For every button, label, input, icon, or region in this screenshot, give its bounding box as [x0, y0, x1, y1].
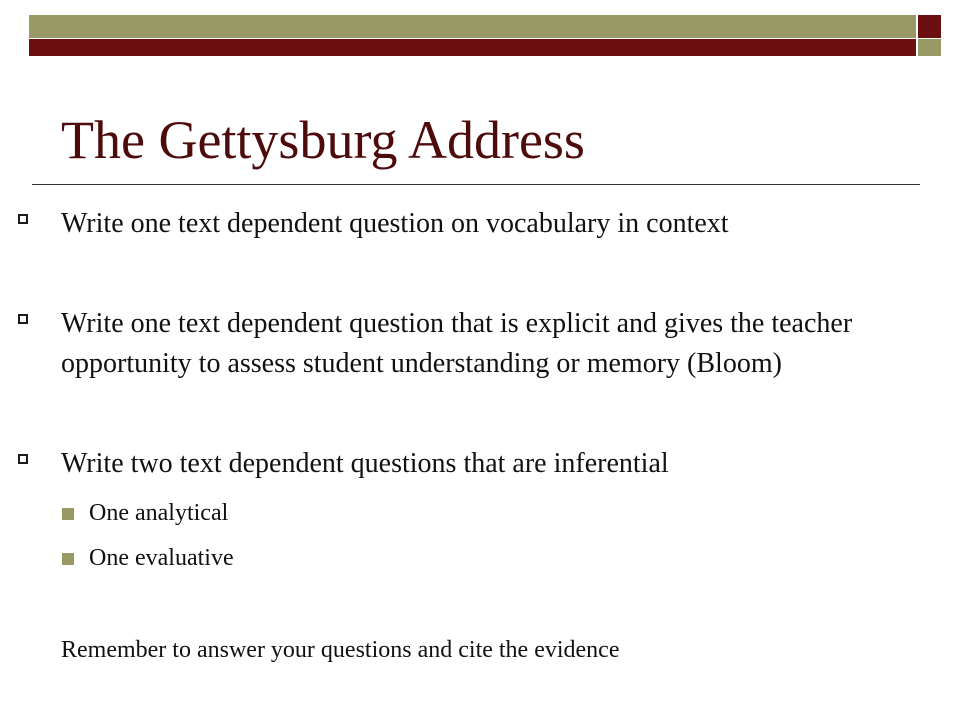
closing-note: Remember to answer your questions and cite the evidence	[61, 637, 620, 663]
filled-square-bullet-icon	[62, 508, 74, 520]
slide-title: The Gettysburg Address	[61, 110, 585, 170]
bullet-text: Write two text dependent questions that are inferential	[61, 448, 669, 479]
bullet-item-inferential	[61, 444, 871, 484]
bullet-item-vocabulary	[61, 204, 871, 244]
hollow-square-bullet-icon	[18, 454, 28, 464]
sub-bullet-evaluative	[89, 543, 234, 573]
hollow-square-bullet-icon	[18, 314, 28, 324]
sub-bullet-text: One analytical	[89, 500, 229, 526]
hollow-square-bullet-icon	[18, 214, 28, 224]
sub-bullet-analytical	[89, 498, 228, 528]
bullet-text: Write one text dependent question that is explicit and gives the teacher opportunity to assess student understanding or memory (Bloom)	[61, 308, 853, 379]
bullet-item-explicit	[61, 304, 871, 384]
sub-bullet-text: One evaluative	[89, 545, 234, 571]
bullet-text: Write one text dependent question on vocabulary in context	[61, 208, 729, 239]
filled-square-bullet-icon	[62, 553, 74, 565]
